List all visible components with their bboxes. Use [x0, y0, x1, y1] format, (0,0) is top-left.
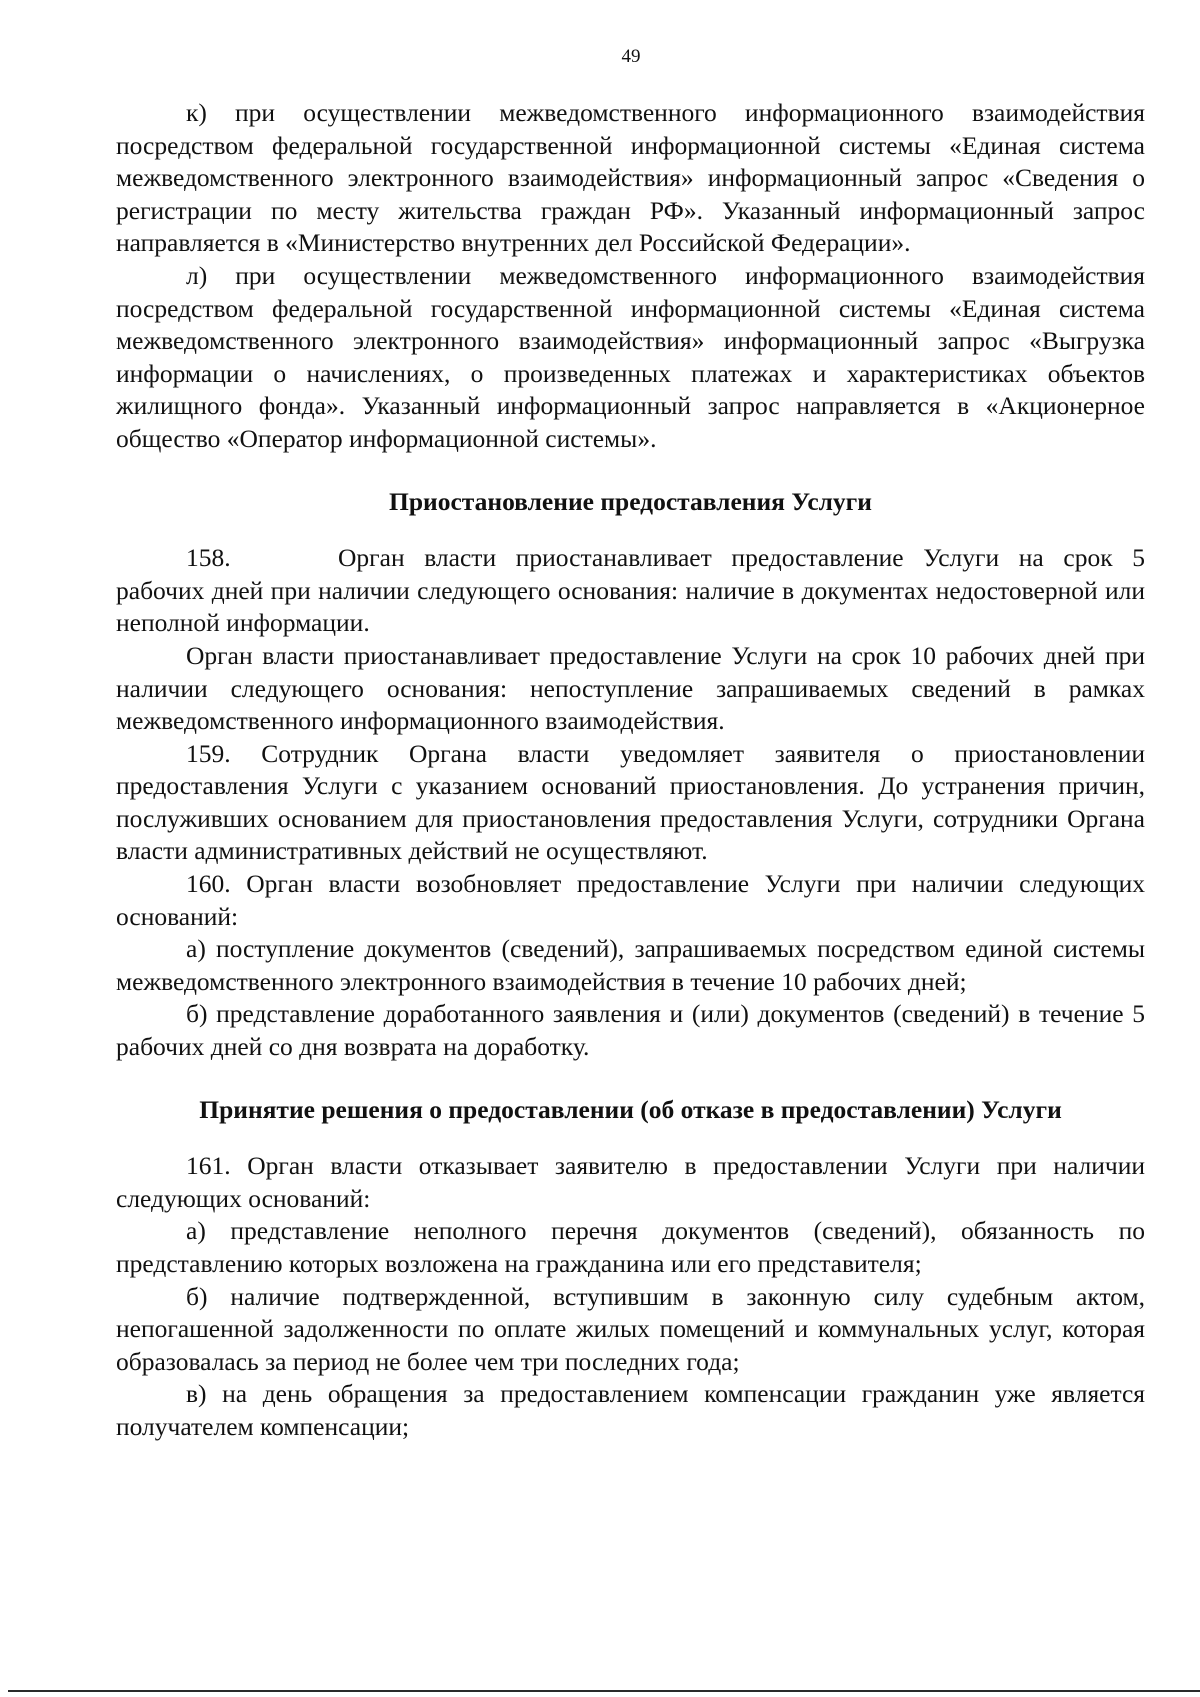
paragraph-suspension-10-days: Орган власти приостанавливает предоставление Услуги на срок 10 рабочих дней при наличии следующего основания: непоступление запрашиваемых сведений в рамках межведомственного информационного взаимодействия.: [116, 640, 1145, 736]
paragraph-k: к) при осуществлении межведомственного информационного взаимодействия посредством федеральной государственной информационной системы «Единая система межведомственного электронного взаимодействия» информационный запрос «Сведения о регистрации по месту жительства граждан РФ». Указанный информационный запрос направляется в «Министерство внутренних дел Российской Федерации».: [116, 98, 1145, 258]
item-158: [116, 542, 1145, 640]
item-161: 161. Орган власти отказывает заявителю в предоставлении Услуги при наличии следующих оснований:: [116, 1151, 1145, 1213]
item-159: 159. Сотрудник Органа власти уведомляет заявителя о приостановлении предоставления Услуги с указанием оснований приостановления. До устранения причин, послуживших основанием для приостановления предоставления Услуги, сотрудники Органа власти административных действий не осуществляют.: [116, 738, 1145, 866]
section-heading-suspension: Приостановление предоставления Услуги: [389, 486, 872, 516]
item-160-a: а) поступление документов (сведений), запрашиваемых посредством единой системы межведомственного электронного взаимодействия в течение 10 рабочих дней;: [116, 934, 1145, 996]
item-161-c: в) на день обращения за предоставлением компенсации гражданин уже является получателем компенсации;: [116, 1379, 1145, 1441]
item-161-b: б) наличие подтвержденной, вступившим в законную силу судебным актом, непогашенной задолженности по оплате жилых помещений и коммунальных услуг, которая образовалась за период не более чем три последних года;: [116, 1281, 1145, 1376]
item-158-text: Орган власти приостанавливает предоставление Услуги на срок 5 рабочих дней при наличии следующего основания: наличие в документах недостоверной или неполной информации.: [116, 543, 1145, 638]
item-161-a: а) представление неполного перечня документов (сведений), обязанность по представлению которых возложена на гражданина или его представителя;: [116, 1216, 1145, 1278]
item-160: 160. Орган власти возобновляет предоставление Услуги при наличии следующих оснований:: [116, 869, 1145, 931]
item-158-number: 158.: [186, 543, 231, 573]
page-number: 49: [621, 46, 641, 67]
paragraph-l: л) при осуществлении межведомственного информационного взаимодействия посредством федеральной государственной информационной системы «Единая система межведомственного электронного взаимодействия» информационный запрос «Выгрузка информации о начислениях, о произведенных платежах и характеристиках объектов жилищного фонда». Указанный информационный запрос направляется в «Акционерное общество «Оператор информационной системы».: [116, 260, 1145, 453]
page-bottom-edge: [8, 1690, 1200, 1692]
section-heading-decision: Принятие решения о предоставлении (об отказе в предоставлении) Услуги: [199, 1094, 1062, 1124]
document-body: [116, 97, 1145, 1444]
item-160-b: б) представление доработанного заявления и (или) документов (сведений) в течение 5 рабочих дней со дня возврата на доработку.: [116, 999, 1145, 1062]
